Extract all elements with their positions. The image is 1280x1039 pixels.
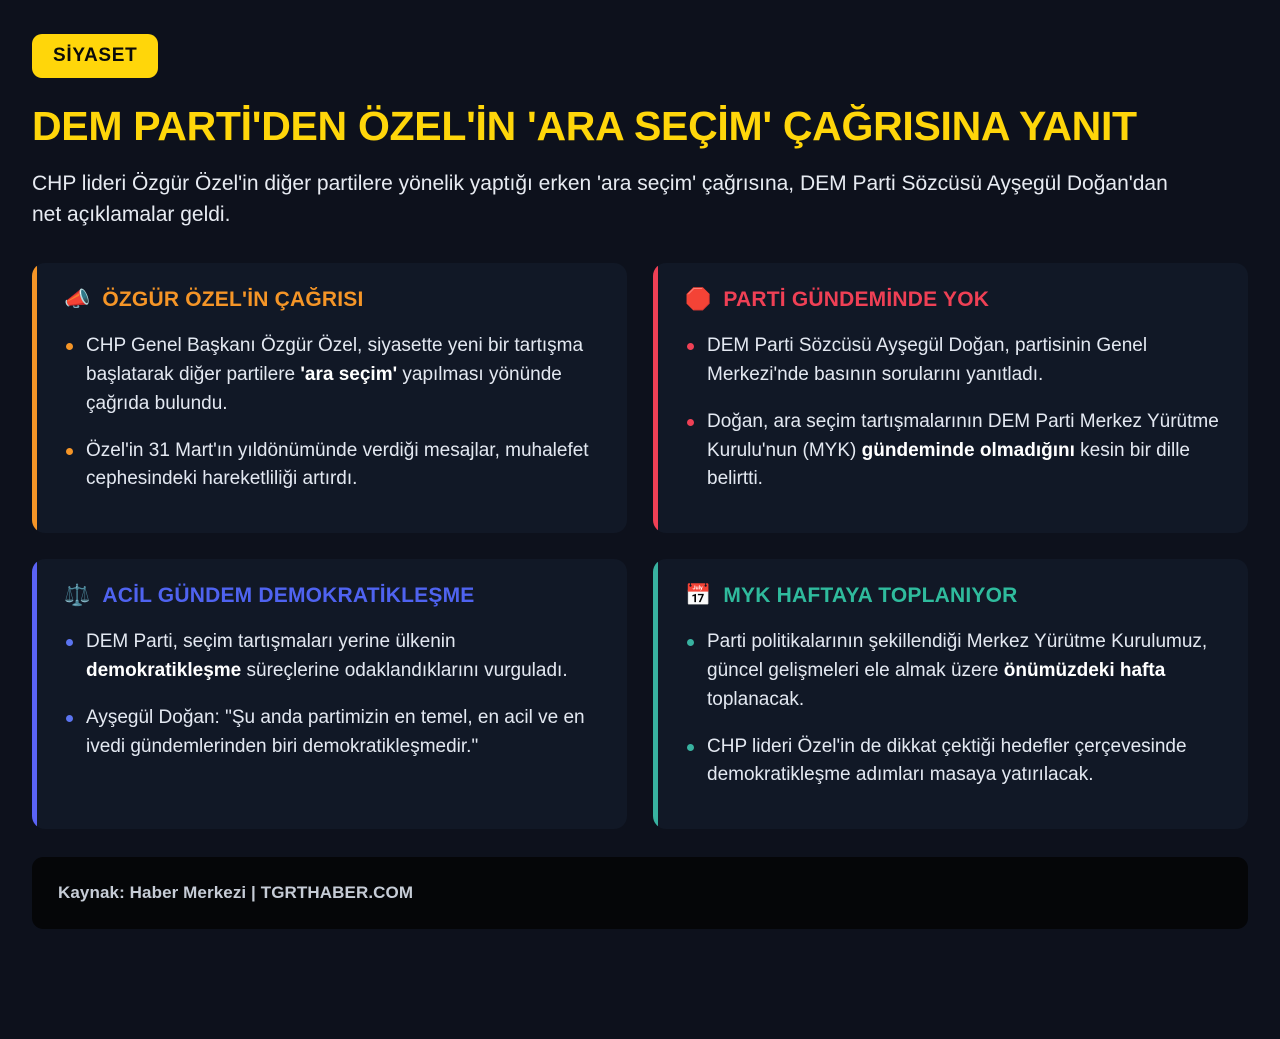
list-item [685, 332, 1222, 390]
cards-grid [32, 263, 1248, 829]
body-text: DEM Parti Sözcüsü Ayşegül Doğan, partisinin Genel Merkezi'nde basının sorularını yanıtladı. [707, 334, 1148, 385]
body-text: Doğan, ara seçim tartışmalarının DEM Parti Merkez Yürütme Kurulu'nun (MYK) [707, 410, 1219, 461]
body-text: kesin bir dille belirtti. [707, 439, 1190, 490]
card-acil-gundem-demokratiklesme [32, 559, 627, 829]
card-myk-haftaya-toplaniyor [653, 559, 1248, 829]
category-badge-row [32, 34, 1248, 78]
stop-sign-icon: 🛑 [685, 287, 712, 311]
body-text: yapılması yönünde çağrıda bulundu. [86, 363, 562, 414]
body-text: Özel'in 31 Mart'ın yıldönümünde verdiği mesajlar, muhalefet cephesindeki hareketliliği artırdı. [86, 439, 589, 490]
card-bullet-list [685, 332, 1222, 494]
emphasis-text: gündeminde olmadığını [861, 439, 1075, 461]
card-ozgur-ozelin-cagrisi [32, 263, 627, 533]
body-text: süreçlerine odaklandıklarını vurguladı. [241, 659, 568, 681]
card-title-label: ACİL GÜNDEM DEMOKRATİKLEŞME [102, 583, 475, 607]
body-text: toplanacak. [707, 688, 805, 710]
body-text: Ayşegül Doğan: "Şu anda partimizin en temel, en acil ve en ivedi gündemlerinden biri demokratikleşmedir." [86, 706, 585, 757]
list-item [64, 437, 601, 495]
card-parti-gundeminde-yok [653, 263, 1248, 533]
page-subtitle: CHP lideri Özgür Özel'in diğer partilere yönelik yaptığı erken 'ara seçim' çağrısına, DEM Parti Sözcüsü Ayşegül Doğan'dan net açıklamalar geldi. [32, 171, 1168, 227]
list-item [64, 704, 601, 762]
source-text: Kaynak: Haber Merkezi | TGRTHABER.COM [58, 882, 414, 902]
category-badge: SİYASET [32, 34, 158, 78]
body-text: CHP Genel Başkanı Özgür Özel, siyasette yeni bir tartışma başlatarak diğer partilere [86, 334, 584, 385]
card-accent-bar [32, 559, 37, 829]
calendar-icon: 📅 [685, 583, 712, 607]
list-item [64, 628, 601, 686]
card-bullet-list [64, 628, 601, 762]
card-accent-bar [32, 263, 37, 533]
list-item [685, 733, 1222, 791]
body-text: CHP lideri Özel'in de dikkat çektiği hedefler çerçevesinde demokratikleşme adımları masaya yatırılacak. [707, 735, 1187, 786]
megaphone-icon: 📣 [64, 287, 91, 311]
card-title [685, 289, 1222, 310]
card-title-label: PARTİ GÜNDEMİNDE YOK [723, 287, 990, 311]
card-title-label: MYK HAFTAYA TOPLANIYOR [723, 583, 1018, 607]
list-item [64, 332, 601, 419]
card-title [64, 585, 601, 606]
source-footer [32, 857, 1248, 929]
body-text: Parti politikalarının şekillendiği Merkez Yürütme Kurulumuz, güncel gelişmeleri ele almak üzere [707, 630, 1208, 681]
card-accent-bar [653, 559, 658, 829]
card-bullet-list [64, 332, 601, 494]
list-item [685, 408, 1222, 495]
card-accent-bar [653, 263, 658, 533]
card-title-label: ÖZGÜR ÖZEL'İN ÇAĞRISI [102, 287, 364, 311]
page-title: DEM PARTİ'DEN ÖZEL'İN 'ARA SEÇİM' ÇAĞRISINA YANIT [32, 103, 1137, 149]
body-text: DEM Parti, seçim tartışmaları yerine ülkenin [86, 630, 456, 652]
balance-scale-icon: ⚖️ [64, 583, 91, 607]
card-bullet-list [685, 628, 1222, 790]
emphasis-text: 'ara seçim' [300, 363, 398, 385]
list-item [685, 628, 1222, 715]
emphasis-text: demokratikleşme [86, 659, 242, 681]
emphasis-text: önümüzdeki hafta [1003, 659, 1166, 681]
card-title [685, 585, 1222, 606]
card-title [64, 289, 601, 310]
